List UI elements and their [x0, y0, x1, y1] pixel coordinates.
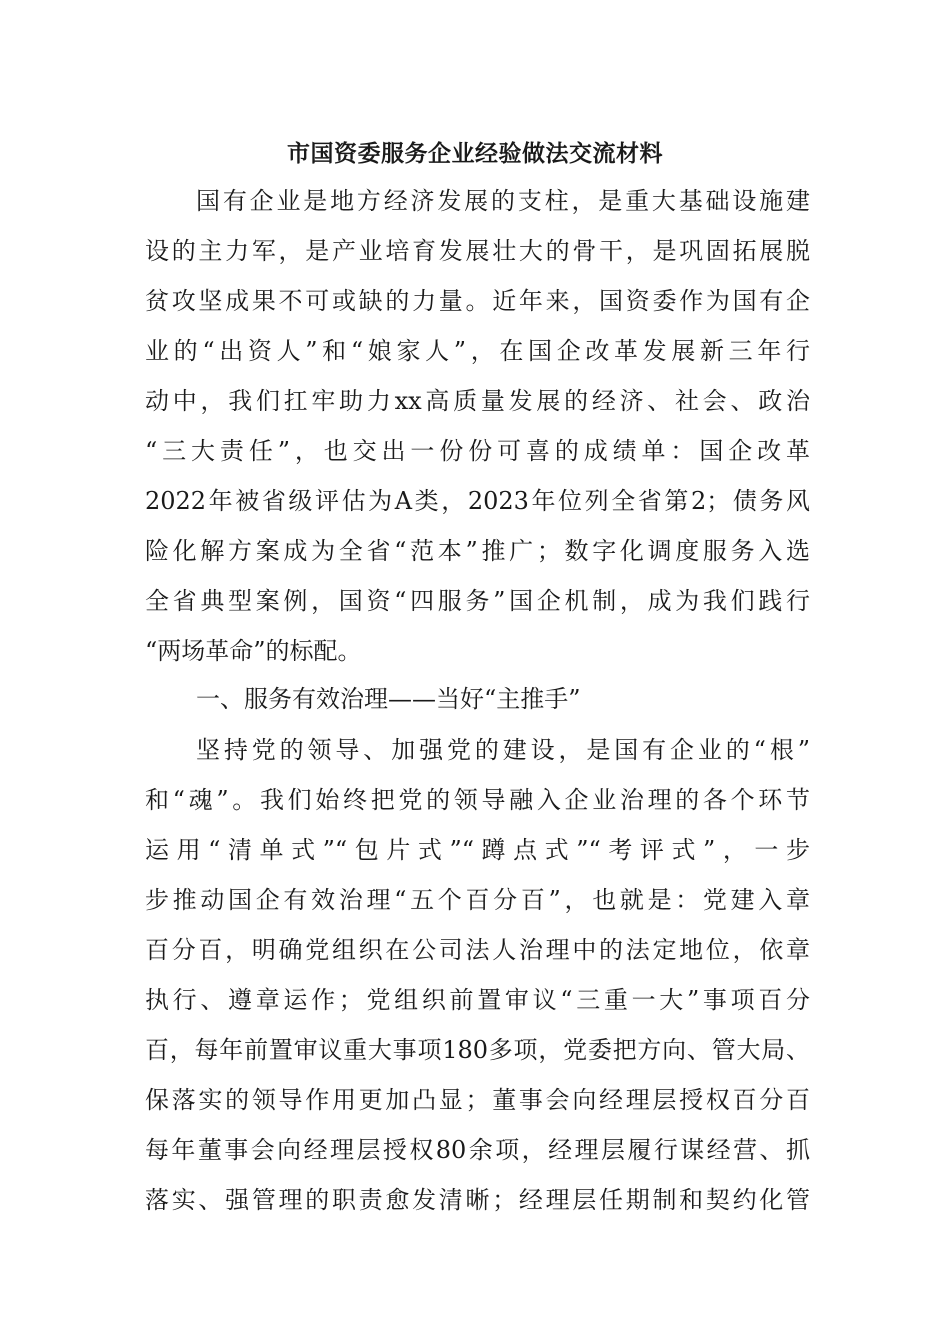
- paragraph-line: 坚持党的领导、加强党的建设，是国有企业的“根”: [196, 736, 810, 764]
- paragraph-line: 和“魂”。我们始终把党的领导融入企业治理的各个环节: [145, 786, 810, 814]
- paragraph-line: 全省典型案例，国资“四服务”国企机制，成为我们践行: [145, 587, 810, 615]
- paragraph-line: 运用“清单式”“包片式”“蹲点式”“考评式”，一步: [145, 836, 810, 864]
- paragraph-line: 执行、遵章运作；党组织前置审议“三重一大”事项百分: [145, 986, 810, 1014]
- paragraph-line: 步推动国企有效治理“五个百分百”，也就是：党建入章: [145, 886, 810, 914]
- section-heading: 一、服务有效治理——当好“主推手”: [196, 685, 581, 713]
- paragraph-line: 国有企业是地方经济发展的支柱，是重大基础设施建: [196, 187, 810, 215]
- document-title: 市国资委服务企业经验做法交流材料: [287, 140, 663, 167]
- paragraph-line: 百，每年前置审议重大事项180多项，党委把方向、管大局、: [145, 1036, 810, 1064]
- paragraph-line: “三大责任”，也交出一份份可喜的成绩单：国企改革: [145, 437, 810, 465]
- paragraph-line: 每年董事会向经理层授权80余项，经理层履行谋经营、抓: [145, 1136, 810, 1164]
- paragraph-line: 业的“出资人”和“娘家人”，在国企改革发展新三年行: [145, 337, 810, 365]
- paragraph-line: 落实、强管理的职责愈发清晰；经理层任期制和契约化管: [145, 1186, 810, 1214]
- paragraph-line: 保落实的领导作用更加凸显；董事会向经理层授权百分百: [145, 1086, 810, 1114]
- paragraph-line: “两场革命”的标配。: [145, 637, 362, 665]
- paragraph-line: 贫攻坚成果不可或缺的力量。近年来，国资委作为国有企: [145, 287, 810, 315]
- paragraph-line: 动中，我们扛牢助力xx高质量发展的经济、社会、政治: [145, 387, 810, 415]
- paragraph-line: 2022年被省级评估为A类，2023年位列全省第2；债务风: [145, 487, 810, 515]
- paragraph-line: 险化解方案成为全省“范本”推广；数字化调度服务入选: [145, 537, 810, 565]
- paragraph-line: 百分百，明确党组织在公司法人治理中的法定地位，依章: [145, 936, 810, 964]
- paragraph-line: 设的主力军，是产业培育发展壮大的骨干，是巩固拓展脱: [145, 237, 810, 265]
